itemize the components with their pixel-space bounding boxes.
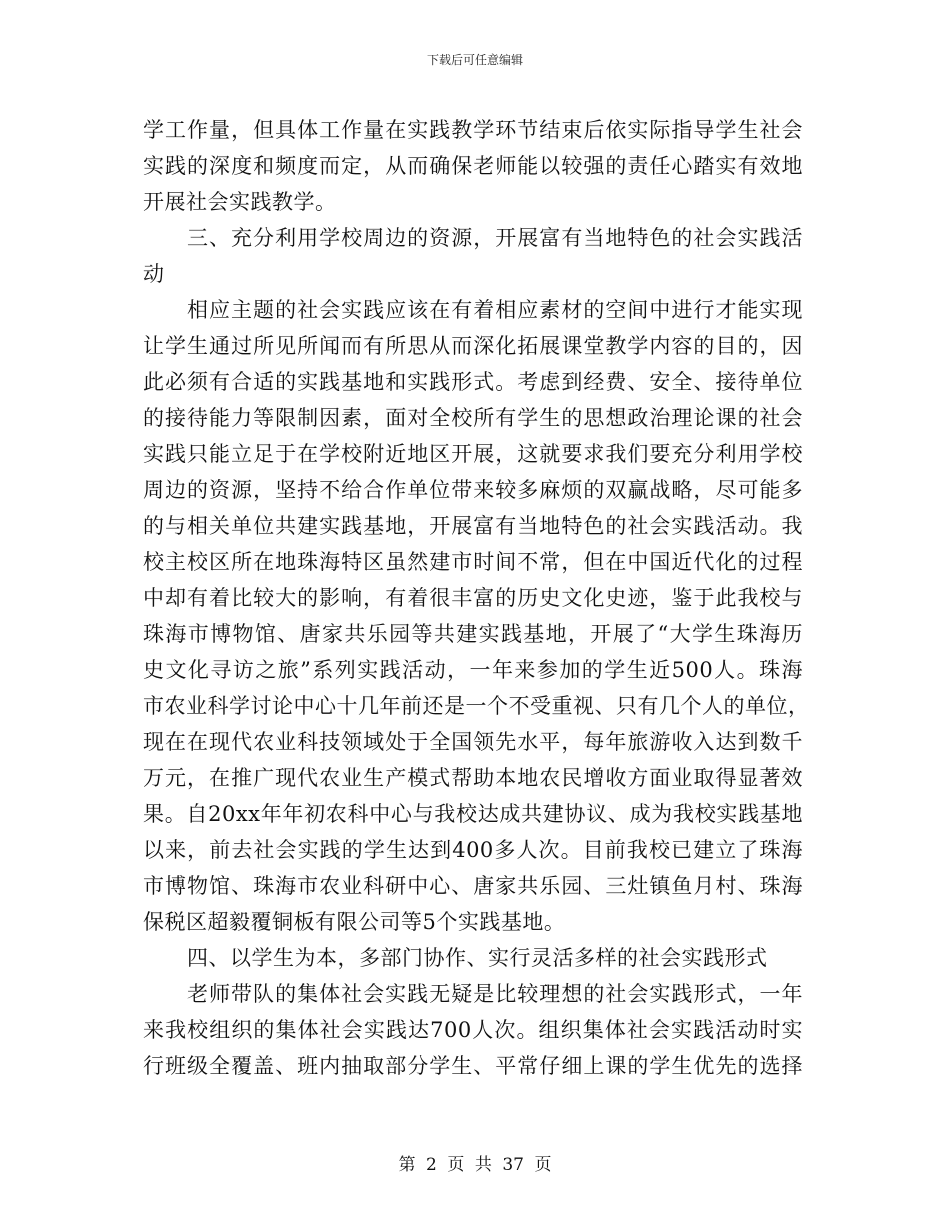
body-line: 中却有着比较大的影响，有着很丰富的历史文化史迹，鉴于此我校与	[143, 586, 803, 610]
body-line: 周边的资源，坚持不给合作单位带来较多麻烦的双赢战略，尽可能多	[143, 478, 803, 502]
section-heading-3: 三、充分利用学校周边的资源，开展富有当地特色的社会实践活	[187, 226, 803, 250]
body-line: 果。自20xx年年初农科中心与我校达成共建协议、成为我校实践基地	[143, 802, 803, 826]
body-line: 老师带队的集体社会实践无疑是比较理想的社会实践形式，一年	[187, 982, 803, 1006]
body-line: 市博物馆、珠海市农业科研中心、唐家共乐园、三灶镇鱼月村、珠海	[143, 874, 803, 898]
body-line: 来我校组织的集体社会实践达700人次。组织集体社会实践活动时实	[143, 1018, 803, 1042]
body-line: 让学生通过所见所闻而有所思从而深化拓展课堂教学内容的目的，因	[143, 334, 803, 358]
body-line: 校主校区所在地珠海特区虽然建市时间不常，但在中国近代化的过程	[143, 550, 803, 574]
body-line: 实践的深度和频度而定，从而确保老师能以较强的责任心踏实有效地	[143, 154, 803, 178]
body-line: 以来，前去社会实践的学生达到400多人次。目前我校已建立了珠海	[143, 838, 803, 862]
section-heading-3-cont: 动	[143, 262, 165, 286]
document-body	[143, 112, 810, 1084]
body-line: 现在在现代农业科技领域处于全国领先水平，每年旅游收入达到数千	[143, 730, 803, 754]
body-line: 万元，在推广现代农业生产模式帮助本地农民增收方面业取得显著效	[143, 766, 803, 790]
body-line: 史文化寻访之旅”系列实践活动，一年来参加的学生近500人。珠海	[143, 658, 803, 682]
body-line: 行班级全覆盖、班内抽取部分学生、平常仔细上课的学生优先的选择	[143, 1054, 803, 1078]
body-line: 学工作量，但具体工作量在实践教学环节结束后依实际指导学生社会	[143, 118, 803, 142]
body-line: 此必须有合适的实践基地和实践形式。考虑到经费、安全、接待单位	[143, 370, 803, 394]
body-line: 的接待能力等限制因素，面对全校所有学生的思想政治理论课的社会	[143, 406, 803, 430]
body-line: 的与相关单位共建实践基地，开展富有当地特色的社会实践活动。我	[143, 514, 803, 538]
body-line: 实践只能立足于在学校附近地区开展，这就要求我们要充分利用学校	[143, 442, 803, 466]
page-footer: 第 2 页 共 37 页	[398, 1155, 552, 1175]
body-line: 开展社会实践教学。	[143, 190, 337, 214]
page-header: 下载后可任意编辑	[426, 53, 523, 67]
section-heading-4: 四、以学生为本，多部门协作、实行灵活多样的社会实践形式	[187, 946, 768, 970]
body-line: 市农业科学讨论中心十几年前还是一个不受重视、只有几个人的单位，	[143, 694, 810, 718]
body-line: 珠海市博物馆、唐家共乐园等共建实践基地，开展了“大学生珠海历	[143, 622, 803, 646]
body-line: 保税区超毅覆铜板有限公司等5个实践基地。	[143, 910, 566, 934]
body-line: 相应主题的社会实践应该在有着相应素材的空间中进行才能实现	[187, 298, 803, 322]
